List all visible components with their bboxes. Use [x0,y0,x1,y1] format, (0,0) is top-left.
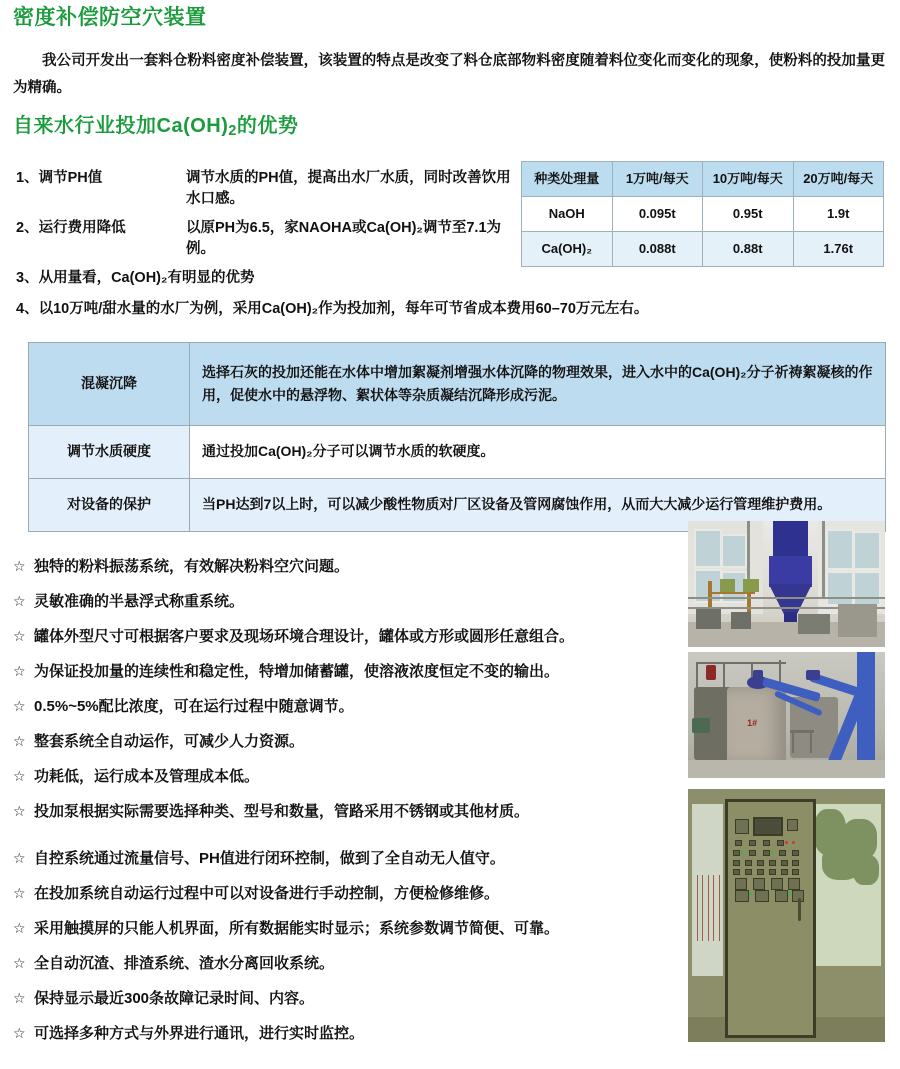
column-header: 种类处理量 [522,162,613,197]
list-item-label: 0.5%~5%配比浓度，可在运行过程中随意调节。 [34,698,354,715]
blue-silo-hopper-photo [688,521,885,647]
advantage-description: 调节水质的PH值，提高出水厂水质，同时改善饮用水口感。 [186,170,511,207]
tank-label: 1# [747,717,758,728]
list-item-label: 在投加系统自动运行过程中可以对设备进行手动控制，方便检修维修。 [34,885,500,902]
list-item-label: 为保证投加量的连续性和稳定性，特增加储蓄罐，使溶液浓度恒定不变的输出。 [34,663,560,680]
control-cabinet-photo [688,789,885,1042]
table-cell: 0.88t [703,232,794,267]
list-item [13,663,685,681]
star-icon: ☆ [13,990,26,1006]
intro-paragraph: 我公司开发出一套料仓粉料密度补偿装置，该装置的特点是改变了料仓底部物料密度随着料位变化而变化的现象，使粉料的投加量更为精确。 [13,53,885,96]
list-item [13,1025,685,1043]
star-icon: ☆ [13,1025,26,1041]
star-icon: ☆ [13,955,26,971]
list-item [13,698,685,716]
table-cell: 1.76t [793,232,884,267]
advantage-label: 3、从用量看，Ca(OH)₂有明显的优势 [16,270,255,287]
list-item-label: 灵敏准确的半悬浮式称重系统。 [34,593,245,610]
star-icon: ☆ [13,803,26,819]
advantage-note: 4、以10万吨/甜水量的水厂为例，采用Ca(OH)₂作为投加剂，每年可节省成本费用60–70万元左右。 [16,301,649,317]
table-cell: 0.95t [703,197,794,232]
star-icon: ☆ [13,768,26,784]
list-item-label: 投加泵根据实际需要选择种类、型号和数量，管路采用不锈钢或其他材质。 [34,803,530,820]
table-header-row [522,162,884,197]
list-item [13,990,685,1008]
advantage-item [16,218,516,259]
star-icon: ☆ [13,698,26,714]
table-row [522,232,884,267]
advantage-item [16,168,516,209]
list-item-label: 保持显示最近300条故障记录时间、内容。 [34,990,315,1007]
section-heading-prefix: 自来水行业投加Ca(OH) [13,115,229,137]
column-header: 1万吨/每天 [612,162,703,197]
list-item [13,850,685,868]
star-icon: ☆ [13,920,26,936]
section-heading [13,115,298,140]
advantage-item [16,268,516,289]
advantage-label: 2、运行费用降低 [16,220,126,237]
benefit-label: 混凝沉降 [29,343,190,426]
list-item-label: 全自动沉渣、排渣系统、渣水分离回收系统。 [34,955,335,972]
column-header: 20万吨/每天 [793,162,884,197]
benefit-body: 通过投加Ca(OH)₂分子可以调节水质的软硬度。 [190,426,886,479]
star-icon: ☆ [13,885,26,901]
list-item [13,955,685,973]
feature-list-control [13,850,685,1043]
benefit-body: 选择石灰的投加还能在水体中增加絮凝剂增强水体沉降的物理效果，进入水中的Ca(OH)₂分子祈祷絮凝核的作用，促使水中的悬浮物、絮状体等杂质凝结沉降形成污泥。 [190,343,886,426]
benefit-label: 对设备的保护 [29,479,190,532]
table-cell: 0.088t [612,232,703,267]
row-label: Ca(OH)₂ [522,232,613,267]
table-cell: 0.095t [612,197,703,232]
feature-list-mechanical [13,558,685,821]
list-item-label: 整套系统全自动运作，可减少人力资源。 [34,733,305,750]
benefit-body: 当PH达到7以上时，可以减少酸性物质对厂区设备及管网腐蚀作用，从而大大减少运行管理维护费用。 [190,479,886,532]
star-icon: ☆ [13,663,26,679]
section-heading-subscript: 2 [228,123,237,140]
list-item [13,733,685,751]
list-item [13,558,685,576]
benefit-label: 调节水质硬度 [29,426,190,479]
column-header: 10万吨/每天 [703,162,794,197]
mixing-tanks-photo [688,652,885,778]
list-item [13,885,685,903]
section-heading-suffix: 的优势 [236,115,299,137]
advantage-label: 1、调节PH值 [16,170,103,186]
star-icon: ☆ [13,628,26,644]
table-row [522,197,884,232]
list-item [13,768,685,786]
star-icon: ☆ [13,733,26,749]
advantages-list [16,168,516,298]
list-item-label: 罐体外型尺寸可根据客户要求及现场环境合理设计，罐体或方形或圆形任意组合。 [34,628,575,645]
star-icon: ☆ [13,593,26,609]
list-item-label: 可选择多种方式与外界进行通讯，进行实时监控。 [34,1025,365,1042]
star-icon: ☆ [13,558,26,574]
list-item-label: 采用触摸屏的只能人机界面，所有数据能实时显示；系统参数调节简便、可靠。 [34,920,560,937]
table-row [29,343,886,426]
dosage-comparison-table [521,161,884,267]
list-item-label: 功耗低，运行成本及管理成本低。 [34,768,260,785]
list-item [13,628,685,646]
table-row [29,426,886,479]
list-item [13,803,685,821]
benefits-table [28,342,886,532]
list-item-label: 自控系统通过流量信号、PH值进行闭环控制，做到了全自动无人值守。 [34,850,505,867]
table-cell: 1.9t [793,197,884,232]
page-title: 密度补偿防空穴装置 [13,6,207,29]
row-label: NaOH [522,197,613,232]
list-item [13,920,685,938]
star-icon: ☆ [13,850,26,866]
advantage-description: 以原PH为6.5，家NAOHA或Ca(OH)₂调节至7.1为例。 [186,220,502,257]
list-item-label: 独特的粉料振荡系统，有效解决粉料空穴问题。 [34,558,350,575]
list-item [13,593,685,611]
